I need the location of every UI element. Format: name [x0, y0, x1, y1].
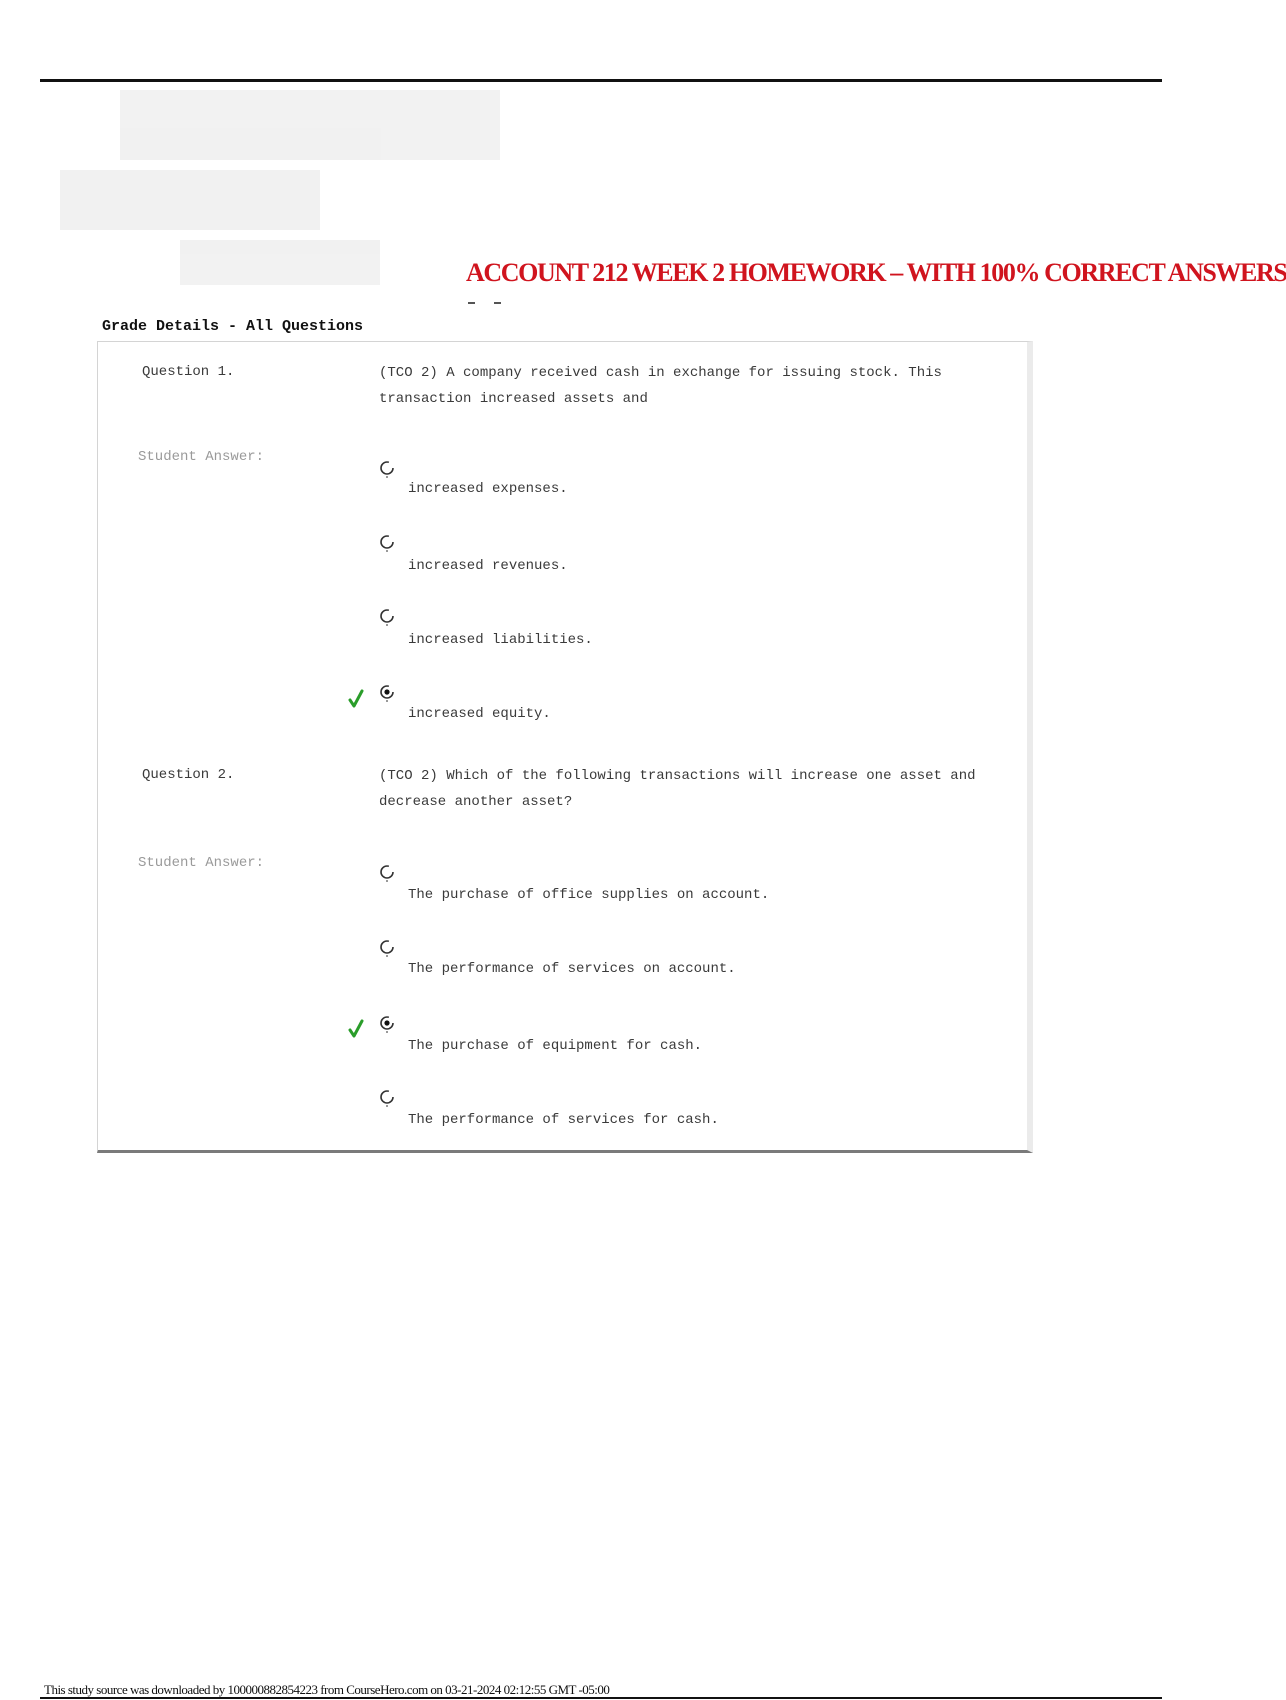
radio-unselected-icon[interactable]	[379, 938, 395, 958]
faded-watermark-graphic	[60, 90, 500, 290]
answer-option: increased equity.	[408, 706, 551, 722]
check-icon	[348, 689, 364, 709]
answer-option: The purchase of office supplies on account.	[408, 887, 770, 903]
answer-option: increased liabilities.	[408, 632, 593, 648]
question-1-label: Question 1.	[142, 364, 235, 380]
title-dash-marks	[468, 300, 504, 306]
radio-selected-icon[interactable]	[379, 1014, 395, 1034]
footer-rule	[40, 1697, 1162, 1699]
student-answer-label: Student Answer:	[138, 449, 265, 465]
answer-option: increased revenues.	[408, 558, 568, 574]
question-2-text: (TCO 2) Which of the following transactions will increase one asset and decrease another asset?	[379, 768, 976, 810]
radio-unselected-icon[interactable]	[379, 1088, 395, 1108]
header-rule	[40, 79, 1162, 82]
answer-option: increased expenses.	[408, 481, 568, 497]
radio-unselected-icon[interactable]	[379, 533, 395, 553]
grade-details-heading: Grade Details - All Questions	[102, 318, 364, 335]
download-footer: This study source was downloaded by 100000882854223 from CourseHero.com on 03-21-2024 02:12:55 GMT -05:00	[44, 1682, 610, 1697]
question-2-label: Question 2.	[142, 767, 235, 783]
radio-unselected-icon[interactable]	[379, 607, 395, 627]
question-1-text: (TCO 2) A company received cash in exchange for issuing stock. This transaction increased assets and	[379, 365, 942, 407]
document-title: ACCOUNT 212 WEEK 2 HOMEWORK – WITH 100% CORRECT ANSWERS	[466, 258, 1286, 287]
radio-selected-icon[interactable]	[379, 683, 395, 703]
answer-option: The performance of services for cash.	[408, 1112, 719, 1128]
answer-option: The performance of services on account.	[408, 961, 736, 977]
radio-unselected-icon[interactable]	[379, 459, 395, 479]
radio-unselected-icon[interactable]	[379, 863, 395, 883]
student-answer-label: Student Answer:	[138, 855, 265, 871]
answer-option: The purchase of equipment for cash.	[408, 1038, 703, 1054]
check-icon	[348, 1019, 364, 1039]
